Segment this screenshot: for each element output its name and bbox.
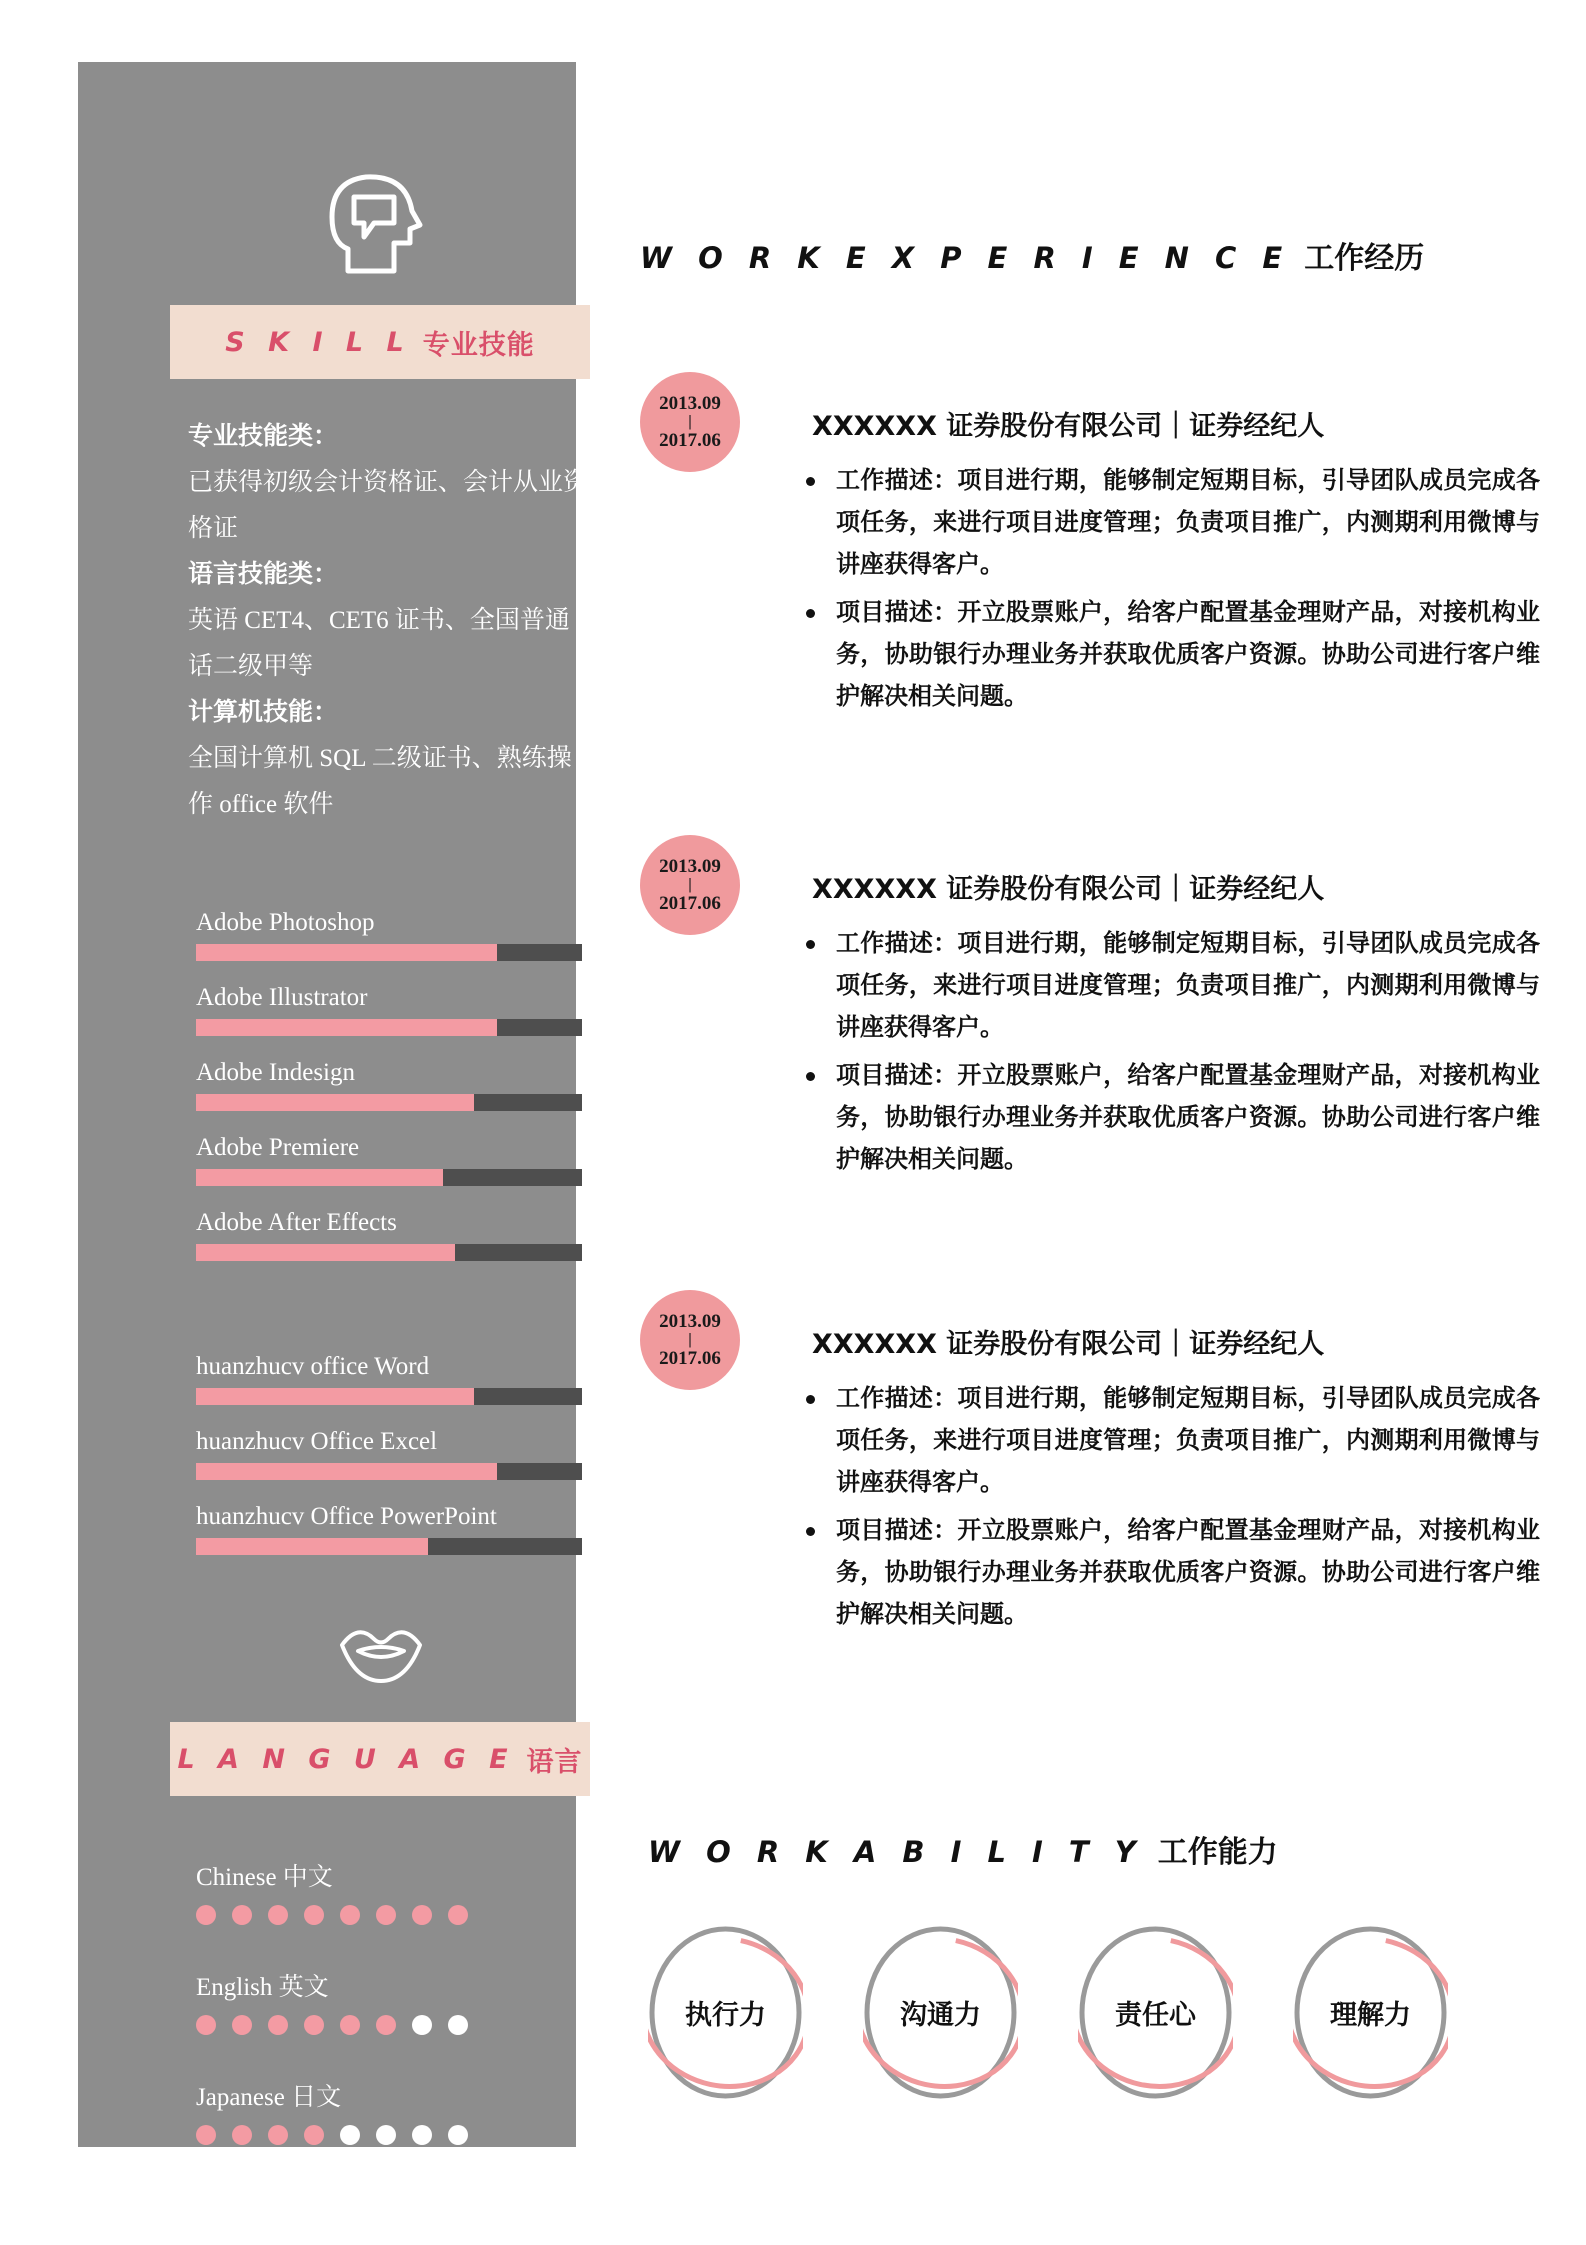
experience-date-separator: | <box>688 876 692 893</box>
skill-bar-row <box>196 1352 582 1405</box>
adobe-skill-bars <box>196 908 582 1283</box>
rating-dot-filled <box>268 2125 288 2145</box>
sidebar <box>78 62 589 2147</box>
language-label: English 英文 <box>196 1974 329 2001</box>
experience-bullet: 工作描述：项目进行期，能够制定短期目标，引导团队成员完成各项任务，来进行项目进度管理；负责项目推广，内测期利用微博与讲座获得客户。 <box>800 460 1540 586</box>
skill-bar-track <box>196 1388 582 1405</box>
ability-label: 责任心 <box>1115 2000 1196 2031</box>
skill-bar-fill <box>196 1538 428 1555</box>
ability-ring <box>648 1925 803 2100</box>
experience-company: XXXXXX 证券股份有限公司｜证券经纪人 <box>812 411 1325 442</box>
skill-bar-label: huanzhucv office Word <box>196 1353 430 1380</box>
work-ability-title-cn: 工作能力 <box>1157 1835 1278 1870</box>
experience-company: XXXXXX 证券股份有限公司｜证券经纪人 <box>812 1329 1325 1360</box>
rating-dot-filled <box>304 2125 324 2145</box>
skill-bar-label: Adobe Illustrator <box>196 984 368 1011</box>
language-row <box>196 1967 582 2035</box>
skill-bar-label: Adobe Indesign <box>196 1059 355 1086</box>
rating-dot-filled <box>340 1905 360 1925</box>
rating-dot-empty <box>448 2125 468 2145</box>
experience-date-end: 2017.06 <box>659 1348 721 1369</box>
ability-ring <box>863 1925 1018 2100</box>
rating-dot-filled <box>196 1905 216 1925</box>
language-row <box>196 1857 582 1925</box>
skill-bar-track <box>196 1094 582 1111</box>
rating-dot-empty <box>340 2125 360 2145</box>
skill-bar-label: Adobe Photoshop <box>196 909 375 936</box>
language-banner <box>170 1722 590 1796</box>
experience-date-end: 2017.06 <box>659 893 721 914</box>
language-label: Japanese 日文 <box>196 2084 342 2111</box>
experience-date-start: 2013.09 <box>659 1311 721 1332</box>
skill-bar-track <box>196 1169 582 1186</box>
skill-bar-row <box>196 1133 582 1186</box>
ability-ring <box>1078 1925 1233 2100</box>
rating-dot-filled <box>304 2015 324 2035</box>
experience-date-badge <box>640 835 740 935</box>
rating-dot-filled <box>232 1905 252 1925</box>
ability-label: 执行力 <box>685 2000 766 2031</box>
experience-date-end: 2017.06 <box>659 430 721 451</box>
skill-bar-fill <box>196 944 497 961</box>
skill-bar-row <box>196 908 582 961</box>
skill-text-body: 已获得初级会计资格证、会计从业资格证 <box>188 469 589 542</box>
language-banner-cn: 语言 <box>526 1746 583 1778</box>
experience-date-separator: | <box>688 1331 692 1348</box>
skill-bar-row <box>196 1208 582 1261</box>
rating-dot-empty <box>448 2015 468 2035</box>
experience-date-badge <box>640 372 740 472</box>
rating-dot-filled <box>196 2015 216 2035</box>
ability-list <box>648 1925 1448 2100</box>
skill-bar-track <box>196 1019 582 1036</box>
experience-date-separator: | <box>688 413 692 430</box>
language-rating-dots <box>196 2125 582 2145</box>
language-rating-dots <box>196 2015 582 2035</box>
work-experience-title <box>640 233 1424 277</box>
experience-bullet-list <box>800 923 1540 1187</box>
skill-bar-label: Adobe Premiere <box>196 1134 360 1161</box>
skill-text-body: 英语 CET4、CET6 证书、全国普通话二级甲等 <box>188 607 570 680</box>
lips-icon <box>336 1617 426 1687</box>
experience-bullet: 工作描述：项目进行期，能够制定短期目标，引导团队成员完成各项任务，来进行项目进度管理；负责项目推广，内测期利用微博与讲座获得客户。 <box>800 1378 1540 1504</box>
skill-bar-track <box>196 1538 582 1555</box>
language-label: Chinese 中文 <box>196 1864 333 1891</box>
skill-bar-row <box>196 1502 582 1555</box>
skill-bar-row <box>196 983 582 1036</box>
skill-banner <box>170 305 590 379</box>
skill-bar-label: huanzhucv Office PowerPoint <box>196 1503 497 1530</box>
work-experience-title-en: W O R K E X P E R I E N C E <box>640 241 1291 275</box>
ability-ring <box>1293 1925 1448 2100</box>
work-experience-title-cn: 工作经历 <box>1304 241 1425 276</box>
office-skill-bars <box>196 1352 582 1577</box>
work-ability-title <box>648 1827 1278 1871</box>
rating-dot-filled <box>340 2015 360 2035</box>
skill-bar-fill <box>196 1094 474 1111</box>
rating-dot-filled <box>196 2125 216 2145</box>
rating-dot-filled <box>268 1905 288 1925</box>
skill-bar-track <box>196 944 582 961</box>
experience-company: XXXXXX 证券股份有限公司｜证券经纪人 <box>812 874 1325 905</box>
language-row <box>196 2077 582 2145</box>
skill-banner-cn: 专业技能 <box>422 329 535 361</box>
skill-text-heading: 专业技能类： <box>188 423 339 450</box>
language-list <box>196 1857 582 2187</box>
experience-date-start: 2013.09 <box>659 393 721 414</box>
experience-bullet-list <box>800 460 1540 724</box>
rating-dot-empty <box>376 2125 396 2145</box>
experience-bullet: 工作描述：项目进行期，能够制定短期目标，引导团队成员完成各项任务，来进行项目进度管理；负责项目推广，内测期利用微博与讲座获得客户。 <box>800 923 1540 1049</box>
rating-dot-filled <box>232 2015 252 2035</box>
skill-text-heading: 计算机技能： <box>188 699 339 726</box>
skill-bar-fill <box>196 1244 455 1261</box>
skill-text-block <box>188 414 588 828</box>
rating-dot-filled <box>304 1905 324 1925</box>
rating-dot-filled <box>376 2015 396 2035</box>
language-rating-dots <box>196 1905 582 1925</box>
ability-label: 理解力 <box>1330 2000 1411 2031</box>
skill-bar-track <box>196 1463 582 1480</box>
experience-date-start: 2013.09 <box>659 856 721 877</box>
skill-bar-row <box>196 1427 582 1480</box>
skill-text-heading: 语言技能类： <box>188 561 339 588</box>
experience-bullet: 项目描述：开立股票账户，给客户配置基金理财产品，对接机构业务，协助银行办理业务并获取优质客户资源。协助公司进行客户维护解决相关问题。 <box>800 1510 1540 1636</box>
experience-date-badge <box>640 1290 740 1390</box>
skill-text-body: 全国计算机 SQL 二级证书、熟练操作 office 软件 <box>188 745 572 818</box>
rating-dot-filled <box>448 1905 468 1925</box>
work-ability-title-en: W O R K A B I L I T Y <box>648 1835 1144 1869</box>
rating-dot-filled <box>232 2125 252 2145</box>
rating-dot-empty <box>412 2125 432 2145</box>
rating-dot-empty <box>412 2015 432 2035</box>
skill-bar-fill <box>196 1019 497 1036</box>
experience-bullet: 项目描述：开立股票账户，给客户配置基金理财产品，对接机构业务，协助银行办理业务并获取优质客户资源。协助公司进行客户维护解决相关问题。 <box>800 592 1540 718</box>
skill-bar-fill <box>196 1169 443 1186</box>
skill-bar-row <box>196 1058 582 1111</box>
experience-bullet: 项目描述：开立股票账户，给客户配置基金理财产品，对接机构业务，协助银行办理业务并获取优质客户资源。协助公司进行客户维护解决相关问题。 <box>800 1055 1540 1181</box>
skill-banner-en: S K I L L <box>225 326 411 358</box>
head-speech-bubble-icon <box>318 167 428 277</box>
language-banner-en: L A N G U A G E <box>177 1743 515 1775</box>
skill-bar-label: huanzhucv Office Excel <box>196 1428 438 1455</box>
skill-bar-label: Adobe After Effects <box>196 1209 397 1236</box>
rating-dot-filled <box>376 1905 396 1925</box>
rating-dot-filled <box>412 1905 432 1925</box>
skill-bar-fill <box>196 1388 474 1405</box>
ability-label: 沟通力 <box>900 2000 981 2031</box>
rating-dot-filled <box>268 2015 288 2035</box>
skill-bar-track <box>196 1244 582 1261</box>
skill-bar-fill <box>196 1463 497 1480</box>
experience-bullet-list <box>800 1378 1540 1642</box>
